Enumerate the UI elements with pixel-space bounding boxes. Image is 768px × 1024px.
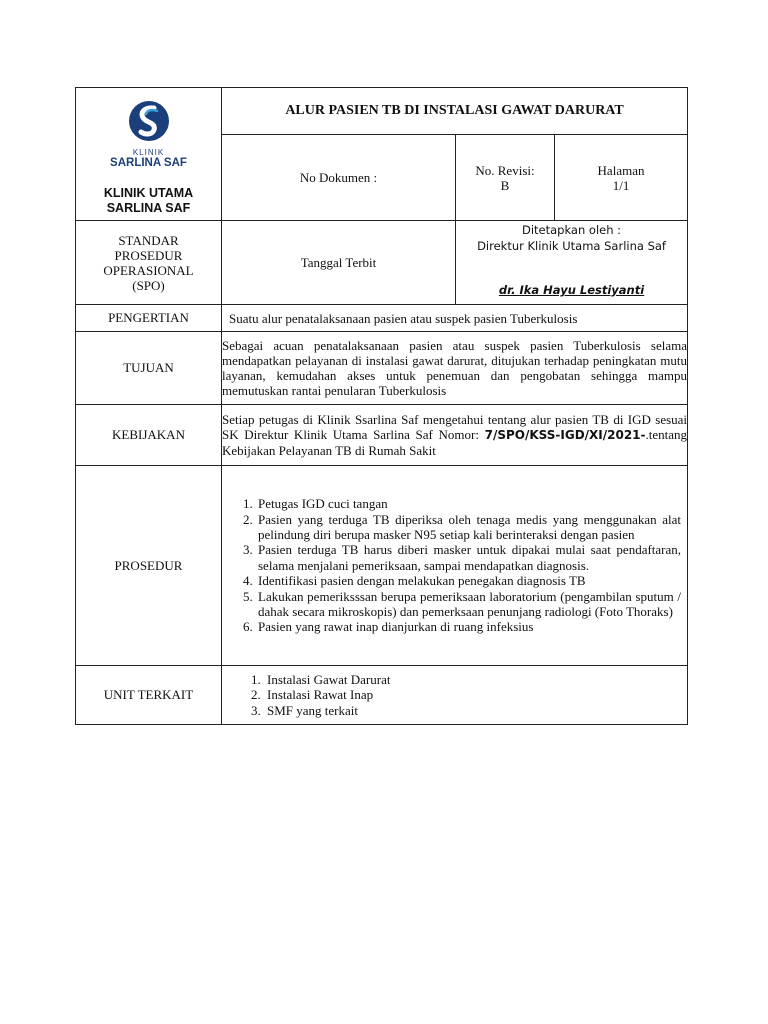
clinic-logo bbox=[76, 93, 221, 170]
ditetapkan-label: Ditetapkan oleh : bbox=[521, 223, 622, 237]
no-revisi-cell bbox=[456, 135, 555, 221]
prosedur-list bbox=[222, 496, 687, 635]
direktur-label: Direktur Klinik Utama Sarlina Saf bbox=[477, 239, 666, 253]
unit-terkait-label: UNIT TERKAIT bbox=[76, 666, 222, 725]
signatory-name: dr. Ika Hayu Lestiyanti bbox=[498, 283, 645, 297]
clinic-name bbox=[76, 186, 221, 216]
kebijakan-text-before: Setiap petugas di Klinik Ssarlina Saf mengetahui tentang alur pasien TB di IGD sesuai SK Direktur Klinik Utama Sarlina Saf Nomor: bbox=[222, 412, 688, 442]
unit-terkait-item: 1. Instalasi Gawat Darurat bbox=[264, 672, 681, 687]
prosedur-item: 4. Identifikasi pasien dengan melakukan penegakan diagnosis TB bbox=[256, 573, 681, 588]
prosedur-cell bbox=[222, 466, 688, 666]
spo-line4: (SPO) bbox=[132, 277, 165, 293]
unit-terkait-cell bbox=[222, 666, 688, 725]
spo-line2: PROSEDUR bbox=[114, 247, 183, 263]
logo-klinik-text: KLINIK bbox=[132, 147, 165, 157]
logo-name-text: SARLINA SAF bbox=[110, 156, 187, 169]
no-revisi-value: B bbox=[500, 177, 510, 193]
spo-line3: OPERASIONAL bbox=[103, 262, 194, 278]
prosedur-item: 6. Pasien yang rawat inap dianjurkan di ruang infeksius bbox=[256, 619, 681, 634]
spo-document-table bbox=[75, 87, 688, 725]
clinic-name-line2: SARLINA SAF bbox=[106, 200, 191, 215]
clinic-identity-cell bbox=[76, 88, 222, 221]
tanggal-terbit-cell: Tanggal Terbit bbox=[222, 221, 456, 305]
kebijakan-text-after: .tentang Kebijakan Pelayanan TB di Rumah Sakit bbox=[222, 427, 688, 458]
kebijakan-sk-number: 7/SPO/KSS-IGD/XI/2021- bbox=[484, 428, 646, 442]
prosedur-item: 1. Petugas IGD cuci tangan bbox=[256, 496, 681, 511]
halaman-value: 1/1 bbox=[612, 177, 630, 193]
prosedur-item: 2. Pasien yang terduga TB diperiksa oleh tenaga medis yang menggunakan alat pelindung diri berupa masker N95 setiap kali berinteraksi dengan pasien bbox=[256, 512, 681, 543]
unit-terkait-item: 2. Instalasi Rawat Inap bbox=[264, 687, 681, 702]
prosedur-item: 3. Pasien terduga TB harus diberi masker untuk dipakai mulai saat pendaftaran, selama menjalani pemeriksaan, sampai mendapatkan diagnosis. bbox=[256, 542, 681, 573]
penetapan-cell bbox=[456, 221, 688, 305]
no-dokumen-cell: No Dokumen : bbox=[222, 135, 456, 221]
clinic-name-line1: KLINIK UTAMA bbox=[103, 185, 194, 200]
pengertian-text: Suatu alur penatalaksanaan pasien atau suspek pasien Tuberkulosis bbox=[222, 305, 688, 332]
kebijakan-text bbox=[222, 405, 688, 466]
unit-terkait-item: 3. SMF yang terkait bbox=[264, 703, 681, 718]
prosedur-item: 5. Lakukan pemeriksssan berupa pemeriksaan laboratorium (pengambilan sputum / dahak secara mikroskopis) dan pemerksaan penunjang radiologi (Foto Thoraks) bbox=[256, 589, 681, 620]
spo-label-cell bbox=[76, 221, 222, 305]
document-title: ALUR PASIEN TB DI INSTALASI GAWAT DARURAT bbox=[222, 88, 688, 135]
tujuan-text: Sebagai acuan penatalaksanaan pasien atau suspek pasien Tuberkulosis selama mendapatkan pelayanan di instalasi gawat darurat, ditujukan terhadap peningkatan mutu layanan, kemudahan akses untuk penemuan dan pengobatan sehingga mampu memutuskan rantai penularan Tuberkulosis bbox=[222, 332, 688, 405]
halaman-cell bbox=[555, 135, 688, 221]
tujuan-label: TUJUAN bbox=[76, 332, 222, 405]
halaman-label: Halaman bbox=[597, 162, 645, 178]
unit-terkait-list bbox=[222, 672, 687, 718]
clinic-logo-icon bbox=[127, 99, 171, 143]
pengertian-label: PENGERTIAN bbox=[76, 305, 222, 332]
kebijakan-label: KEBIJAKAN bbox=[76, 405, 222, 466]
no-revisi-label: No. Revisi: bbox=[475, 162, 535, 178]
spo-line1: STANDAR bbox=[118, 232, 179, 248]
prosedur-label: PROSEDUR bbox=[76, 466, 222, 666]
